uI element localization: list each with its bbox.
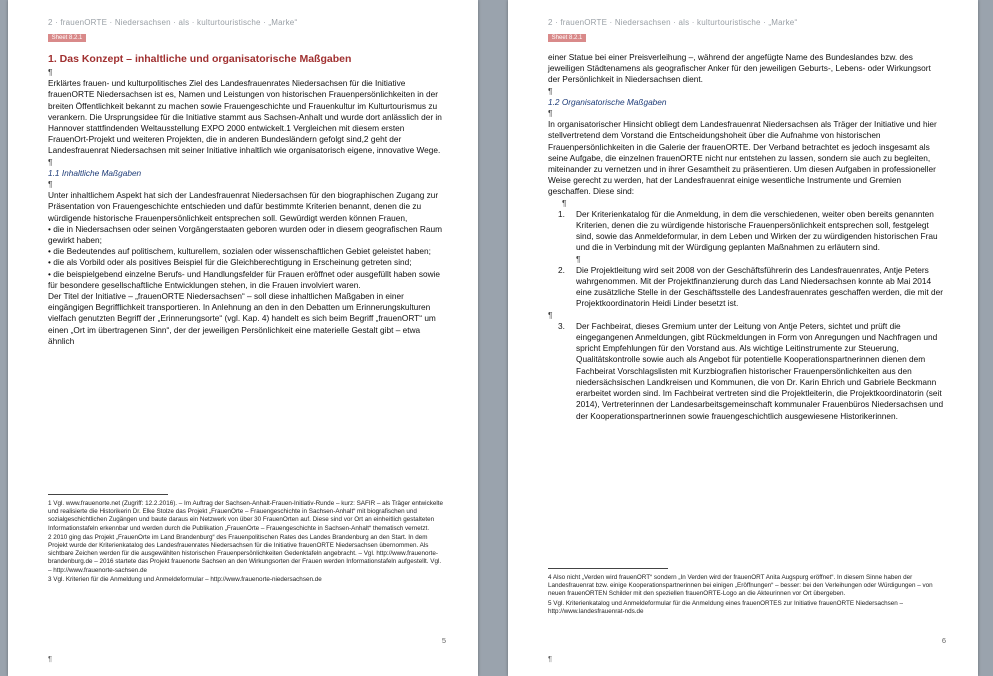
- pilcrow: ¶: [48, 67, 53, 77]
- list-item: [548, 209, 944, 254]
- document-page-right: [508, 0, 978, 676]
- running-header: 2 · frauenORTE · Niedersachsen · als · kulturtouristische · „Marke“: [548, 18, 798, 27]
- header-tag: Sheet 8.2.1: [548, 34, 586, 42]
- document-page-left: [8, 0, 478, 676]
- pilcrow: ¶: [48, 179, 53, 190]
- pilcrow: ¶: [576, 253, 581, 264]
- footnotes: [548, 574, 944, 617]
- bullet-item: • die als Vorbild oder als positives Beispiel für die Gleichberechtigung in Erscheinung getreten sind;: [48, 257, 412, 268]
- pilcrow: ¶: [48, 654, 53, 663]
- bullet-item: • die Bedeutendes auf politischem, kulturellem, sozialen oder wissenschaftlichen Gebiet geleistet haben;: [48, 246, 431, 257]
- chapter-heading: 1. Das Konzept – inhaltliche und organisatorische Maßgaben: [48, 53, 352, 65]
- paragraph: Der Titel der Initiative – „frauenORTE Niedersachsen“ – soll diese inhaltlichen Maßgaben in einer eingängigen Begrifflichkeit transportieren. In Anlehnung an den in den Debatten um Erinnerungskulturen vielfach genutzten Begriff der „Erinnerungsorte“ (vgl. Kap. 4) handelt es sich beim Begriff „frauenORT“ um einen „Ort im übertragenen Sinn“, der der jeweiligen Persönlichkeit eine materielle Gestalt gibt – etwa ähnlich: [48, 291, 436, 346]
- footnote: 4 Also nicht „Verden wird frauenORT“ sondern „In Verden wird der frauenORT Anita Augspurg eröffnet“. In diesem Sinne haben der Landesfrauenrat bzw. einige Kooperationspartnerinnen bei einigen „Eröffnungen“ – besser: bei den Verleihungen oder Würdigungen – von neuen frauenORTEN Schilder mit den speziellen frauenORTE-Logo an die Akteurinnen vor Ort übergeben.: [548, 574, 933, 598]
- list-item: [548, 321, 944, 422]
- pilcrow: ¶: [48, 156, 53, 167]
- footnote: 1 Vgl. www.frauenorte.net (Zugriff: 12.2.2016). – Im Auftrag der Sachsen-Anhalt-Frauen-Initiativ-Runde – kurz: SAFIR – als Träger entwickelte und realisierte die Historikerin Dr. Elke Stolze das Projekt „FrauenOrte – Frauengeschichte in Sachsen-Anhalt“ mit biografischen und sozialgeschichtlichen Zugängen und baute daraus ein Netzwerk von über 30 FrauenOrten auf. Diese sind vor Ort an einheitlich gestalteten Informationstafeln erkennbar und werden durch die Publikation „FrauenOrte – Frauengeschichte in Sachsen-Anhalt“ thematisch vernetzt.: [48, 500, 444, 532]
- pilcrow: ¶: [548, 108, 553, 119]
- paragraph: Erklärtes frauen- und kulturpolitisches Ziel des Landesfrauenrates Niedersachsen für die Initiative frauenORTE Niedersachsen ist es, Namen und Leistungen von historischen Frauenpersönlichkeiten in der breiten Öffentlichkeit bekannt zu machen sowie Frauengeschichte und Frauenkultur im Kulturtourismus zu verankern. Die Ursprungsidee für die Initiative stammt aus Sachsen-Anhalt und wurde dort anlässlich der in Hannover stattfindenden Weltausstellung EXPO 2000 entwickelt.1 Vergleichen mit diesem ersten FrauenOrt-Projekt und weiteren Projekten, die in anderen Bundesländern gefolgt sind,2 geht der Landesfrauenrat Niedersachsen mit seiner Initiative inhaltlich wie organisatorisch eigene, innovative Wege.: [48, 78, 442, 156]
- pilcrow: ¶: [548, 85, 553, 96]
- footnote: 5 Vgl. Kriterienkatalog und Anmeldeformular für die Anmeldung eines frauenORTES zur Initiative frauenORTE Niedersachsen – http://www.landesfrauenrat-nds.de: [548, 599, 904, 615]
- footnote: 2 2010 ging das Projekt „FrauenOrte im Land Brandenburg“ des Frauenpolitischen Rates des Landes Brandenburg an den Start. In dem Projekt wurde der Kriterienkatalog des Landesfrauenrates Niedersachsen für die Initiative frauenORTE Niedersachsen übernommen. Als sichtbare Zeichen werden für die ausgewählten historischen Frauenpersönlichkeiten Gedenktafeln angebracht. – Vgl. http://www.frauenorte-brandenburg.de – 2016 startete das Projekt frauenorte Sachsen an den Wirkungsorten der Frauen werden Informationstafeln aufgestellt. Vgl. – http://www.frauenorte-sachsen.de: [48, 533, 442, 574]
- paragraph: Unter inhaltlichem Aspekt hat sich der Landesfrauenrat Niedersachsen für den biographischen Zugang zur Präsentation von Frauengeschichte entschieden und dafür bestimmte Kriterien benannt, denen die zu würdigende historische Frauenpersönlichkeit entsprechen soll. Gewürdigt werden können Frauen,: [48, 190, 439, 223]
- bullet-item: • die in Niedersachsen oder seinen Vorgängerstaaten geboren wurden oder in diesem geografischen Raum gewirkt haben;: [48, 223, 443, 246]
- list-item-text: Der Kriterienkatalog für die Anmeldung, in dem die verschiedenen, weiter oben bereits genannten Kriterien, denen die zu würdigende historische Frauenpersönlichkeit entsprechen soll, festgelegt sind, sowie das Anmeldeformular, in dem Leben und Wirken der zu würdigenden historischen Frau und die in Verbindung mit der Würdigung geplanten Maßnahmen zu erläutern sind.: [576, 208, 938, 253]
- footnote-separator: [548, 568, 668, 569]
- paragraph: In organisatorischer Hinsicht obliegt dem Landesfrauenrat Niedersachsen als Träger der Initiative und hier stellvertretend dem Vorstand die Entscheidungshoheit über die Aufnahme von historischen Frauenpersönlichkeiten in die Galerie der frauenORTE. Der Verband betrachtet es jedoch insgesamt als seine Aufgabe, die einzelnen frauenORTE nicht nur entstehen zu lassen, sondern sie auch zu begleiten, miteinander zu vernetzen und in ihrer Gesamtheit zu präsentieren. Um diesen Aufgaben in professioneller Weise gerecht zu werden, hat der Landesfrauenrat einige wesentliche Instrumente und Gremien geschaffen. Diese sind:: [548, 119, 937, 197]
- page-body: [48, 52, 444, 347]
- list-number: 2.: [558, 264, 565, 275]
- header-tag: Sheet 8.2.1: [48, 34, 86, 42]
- footnote: 3 Vgl. Kriterien für die Anmeldung und Anmeldeformular – http://www.frauenorte-niedersachsen.de: [48, 575, 322, 583]
- list-item-text: Der Fachbeirat, dieses Gremium unter der Leitung von Antje Peters, sichtet und prüft die eingegangenen Anmeldungen, gibt Rückmeldungen in Form von Anregungen und Nachfragen und spricht Empfehlungen für den Vorstand aus. Als wichtige Leitinstrumente zur Steuerung, Qualitätskontrolle sowie auch als Angebot für potentielle Kooperationspartnerinnen dienen dem Fachbeirat Vorschlagslisten mit Kurzbiografien historischer Frauenpersönlichkeiten aus den niedersächsischen Landkreisen und Kommunen, die von Dr. Karin Ehrich und Gabriele Beckmann erarbeitet worden sind. Im Fachbeirat vertreten sind die Projektleiterin, die Projektkoordinatorin (seit 2014), Vertreterinnen der Landesarbeitsgemeinschaft kommunaler Frauenbüros Niedersachsen und der Kooperationspartnerinnen sowie frauengeschichtlich ausgewiesene Historikerinnen.: [576, 320, 944, 421]
- bullet-item: • die beispielgebend einzelne Berufs- und Handlungsfelder für Frauen eröffnet oder ausgefüllt haben sowie für besondere gesellschaftliche Entwicklungen stehen, in die Frauen involviert waren.: [48, 268, 441, 290]
- list-item-text: Die Projektleitung wird seit 2008 von der Geschäftsführerin des Landesfrauenrates, Antje Peters wahrgenommen. Mit der Projektfinanzierung durch das Land Niedersachsen konnte ab Mai 2014 eine zusätzliche Stelle in der Geschäftsstelle des Landesfrauenrates geschaffen werden, die mit der Projektkoordinatorin Heidi Linder besetzt ist.: [576, 264, 943, 309]
- running-header: 2 · frauenORTE · Niedersachsen · als · kulturtouristische · „Marke“: [48, 18, 298, 27]
- footnotes: [48, 500, 444, 585]
- section-heading: 1.2 Organisatorische Maßgaben: [548, 96, 667, 107]
- list-number: 3.: [558, 320, 565, 331]
- page-body: [548, 52, 944, 422]
- paragraph: einer Statue bei einer Preisverleihung –, während der angefügte Name des Bundeslandes bzw. des jeweiligen Städtenamens als geografischer Anker für den jeweiligen Geburts-, Lebens- oder Wirkungsort der Persönlichkeit in Niedersachsen dient.: [548, 52, 931, 85]
- footnote-separator: [48, 494, 168, 495]
- list-number: 1.: [558, 208, 565, 219]
- pilcrow: ¶: [562, 197, 567, 208]
- pilcrow: ¶: [548, 654, 553, 663]
- page-number: 5: [441, 636, 446, 645]
- page-number: 6: [941, 636, 946, 645]
- section-heading: 1.1 Inhaltliche Maßgaben: [48, 167, 142, 178]
- pilcrow: ¶: [548, 309, 553, 320]
- list-item: [548, 265, 944, 310]
